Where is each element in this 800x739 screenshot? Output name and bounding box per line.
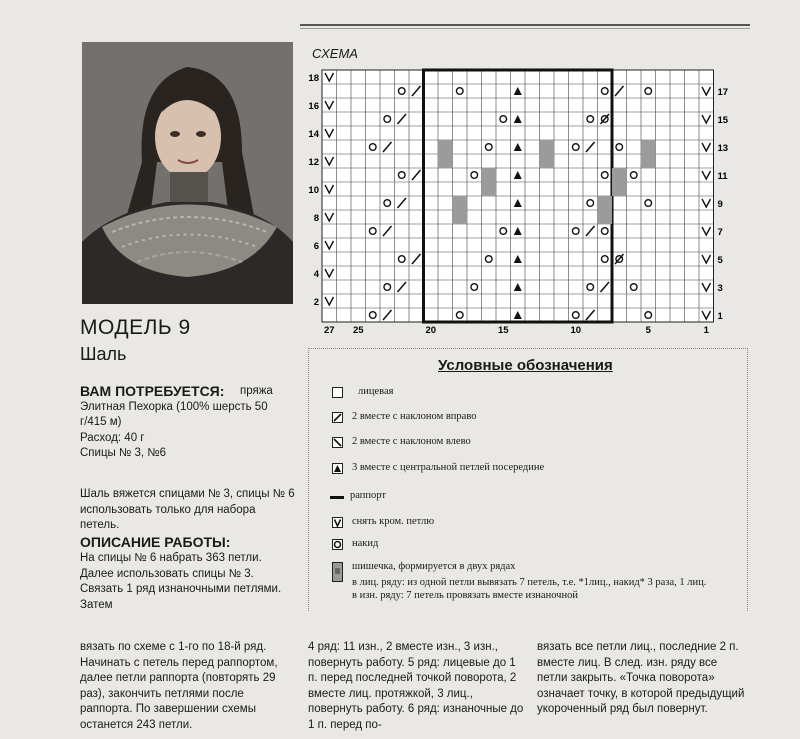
empty-square-icon (332, 387, 343, 398)
slash-left-icon (332, 437, 343, 448)
legend-item-bobble-ws: в изн. ряду: 7 петель провязать вместе изнаночной (352, 590, 578, 601)
chart-stitch-label: 20 (425, 325, 437, 336)
legend-item-bobble-rs: в лиц. ряду: из одной петли вывязать 7 петель, т.е. *1лиц., накид* 3 раза, 1 лиц. (352, 577, 707, 588)
chart-bobble-cell (641, 140, 656, 168)
chart-row-label-left: 12 (308, 157, 319, 168)
legend-item-slip: снять кром. петлю (352, 516, 435, 527)
legend-item-k3tog: 3 вместе с центральной петлей посередине (352, 462, 545, 473)
chart-bobble-cell (540, 140, 555, 168)
chart-bobble-cell (453, 196, 468, 224)
chart-row-label-left: 10 (308, 185, 319, 196)
yarn-text: пряжа Элитная Пехорка (100% шерсть 50 г/415 м) (80, 385, 273, 428)
chart-row-label-right: 5 (717, 255, 723, 266)
intro-text: Шаль вяжется спицами № 3, спицы № 6 использовать только для набора петель. (80, 488, 295, 531)
column-text-2: 4 ряд: 11 изн., 2 вместе изн., 3 изн., повернуть работу. 5 ряд: лицевые до 1 п. перед последней точкой поворота, 2 вместе лиц. протяжкой, 3 лиц., повернуть работу. 6 ряд: изнаночные до 1 п. перед по- (308, 641, 524, 731)
legend-item-k2tog-left: 2 вместе с наклоном влево (352, 436, 471, 447)
chart-row-label-right: 1 (717, 311, 723, 322)
bold-line-icon (330, 496, 344, 499)
chart-row-label-right: 3 (717, 283, 723, 294)
chart-row-label-left: 14 (308, 129, 319, 140)
chart-row-label-left: 6 (313, 241, 319, 252)
legend-item-yarnover: накид (352, 538, 379, 549)
chart-stitch-label: 1 (703, 325, 709, 336)
chart-stitch-label: 27 (323, 325, 335, 336)
model-photo (82, 42, 293, 304)
triangle-icon (332, 463, 343, 474)
chart-row-label-right: 15 (717, 115, 729, 126)
chart-row-label-left: 18 (308, 73, 319, 84)
chart-row-label-right: 17 (717, 87, 729, 98)
chart-row-label-right: 13 (717, 143, 729, 154)
v-icon (332, 517, 343, 528)
knitting-chart (300, 60, 760, 340)
legend-item-k2tog-right: 2 вместе с наклоном вправо (352, 411, 477, 422)
requirements-text (80, 384, 295, 462)
gray-square-icon (332, 562, 343, 582)
column-text-3: вязать все петли лиц., последние 2 п. вместе лиц. В след. изн. ряду все петли закрыть. «Точка поворота» означает точку, в которой предыдущий укороченный ряд был повернут. (537, 641, 745, 715)
chart-stitch-label: 15 (497, 325, 509, 336)
chart-bobble-cell (438, 140, 453, 168)
chart-row-label-left: 2 (313, 297, 319, 308)
requirements-heading: ВАМ ПОТРЕБУЕТСЯ: (80, 383, 225, 399)
legend-item-bobble: шишечка, формируется в двух рядах (352, 561, 516, 572)
circle-icon (332, 539, 343, 550)
slash-right-icon (332, 412, 343, 423)
chart-row-label-right: 7 (717, 227, 723, 238)
legend-item-knit: лицевая (358, 386, 394, 397)
top-rule (300, 24, 750, 26)
chart-bobble-cell (612, 168, 627, 196)
chart-stitch-label: 25 (352, 325, 364, 336)
description-text: На спицы № 6 набрать 363 петли. Далее использовать спицы № 3. Связать 1 ряд изнаночными петлями. Затем (80, 552, 282, 611)
model-subtitle: Шаль (80, 344, 127, 364)
model-title: МОДЕЛЬ 9 (80, 316, 191, 339)
chart-bobble-cell (482, 168, 497, 196)
needles-text: Спицы № 3, №6 (80, 447, 167, 459)
legend-title: Условные обозначения (438, 357, 613, 374)
chart-stitch-label: 5 (645, 325, 651, 336)
column-text-1: вязать по схеме с 1-го по 18-й ряд. Начинать с петель перед раппортом, далее петли раппорта (повторять 29 раз), закончить петлями после раппорта. По завершении схемы останется 243 петли. (80, 641, 278, 731)
chart-stitch-label: 10 (570, 325, 582, 336)
legend-item-repeat: раппорт (350, 490, 386, 501)
description-heading: ОПИСАНИЕ РАБОТЫ: (80, 534, 231, 550)
chart-row-label-left: 16 (308, 101, 319, 112)
chart-bobble-cell (598, 196, 613, 224)
chart-label: СХЕМА (312, 46, 358, 61)
top-rule-thin (300, 28, 750, 29)
chart-row-label-right: 9 (717, 199, 723, 210)
chart-row-label-left: 8 (313, 213, 319, 224)
chart-row-label-left: 4 (313, 269, 319, 280)
consumption-text: Расход: 40 г (80, 431, 145, 444)
chart-row-label-right: 11 (717, 171, 728, 182)
